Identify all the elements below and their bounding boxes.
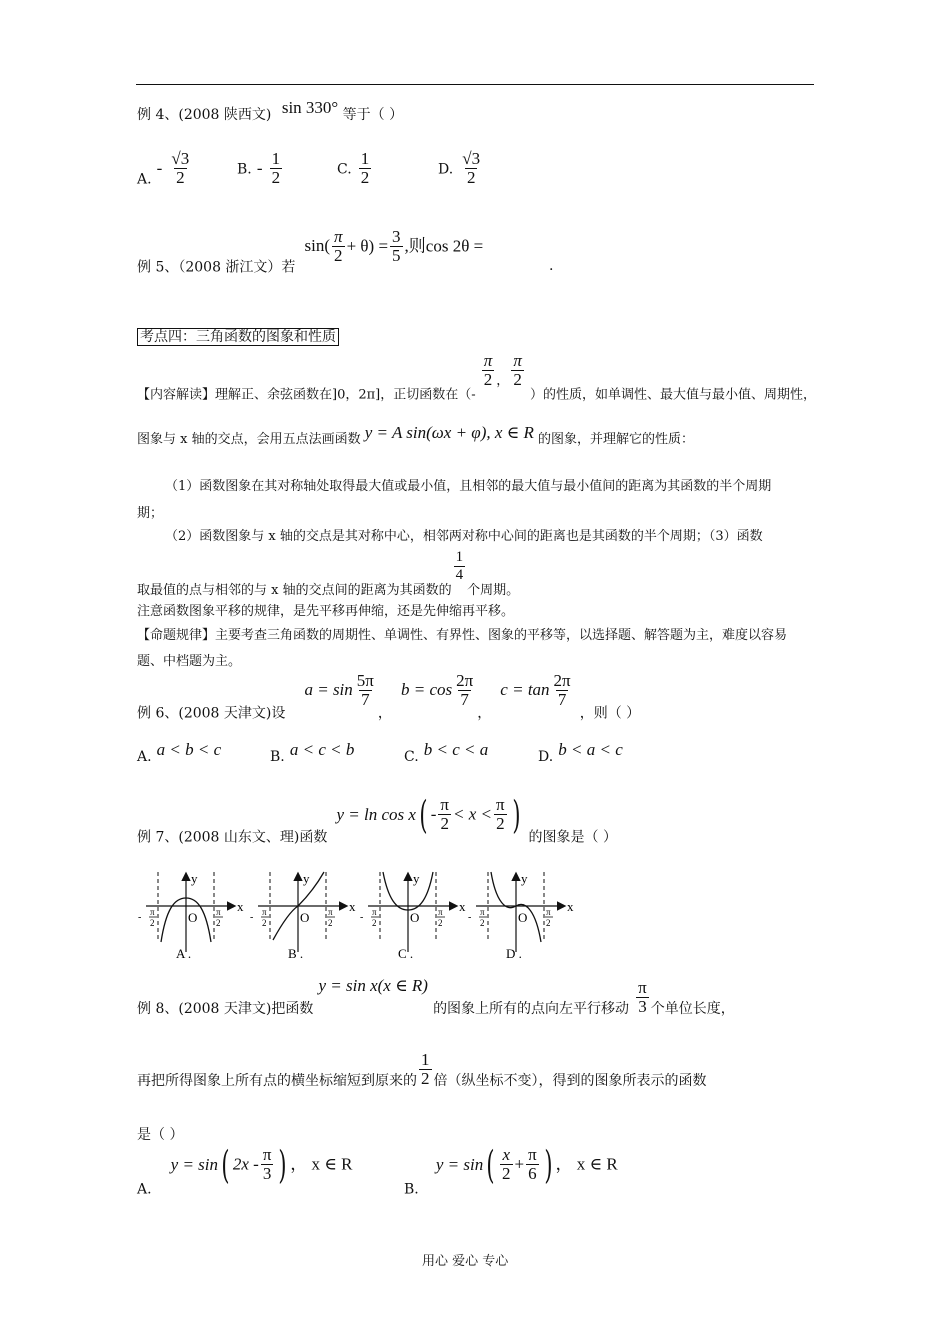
frac-den: 2: [483, 369, 493, 389]
graph-b: [250, 871, 356, 961]
line2-text-a: 图象与 x 轴的交点，会用五点法画函数: [137, 432, 361, 447]
ex6-b: b = cos: [400, 680, 453, 700]
tick-two: 2: [480, 918, 485, 928]
ex7-suffix: 的图象是（ ）: [528, 829, 617, 846]
plus-sign: +: [514, 1154, 525, 1174]
topic4-point1: （1）函数图象在其对称轴处取得最大值或最小值，且相邻的最大值与最小值间的距离为其函数的半个周期: [165, 479, 772, 494]
y-axis-label: y: [191, 871, 198, 886]
frac-den: 3: [262, 1164, 272, 1184]
option-label: C.: [404, 749, 419, 765]
option-label: B.: [404, 1181, 419, 1198]
tick-two: 2: [328, 918, 333, 928]
ex4-expression: sin 330°: [281, 98, 339, 117]
paren-left: (: [486, 1143, 495, 1187]
x-axis-label: x: [349, 899, 356, 914]
ex8-mid: 的图象上所有的点向左平行移动: [433, 1001, 630, 1017]
option-sign: -: [156, 158, 163, 178]
ex5-question: [137, 228, 483, 276]
ex6-prefix: 例 6、(2008 天津文)设: [137, 705, 286, 722]
x-axis-label: x: [237, 899, 244, 914]
topic4-point2: （2）函数图象与 x 轴的交点是其对称中心，相邻两对称中心间的距离也是其函数的半个周期；（3）函数: [165, 529, 763, 544]
ex4-option-d: [438, 150, 484, 188]
paren-left: (: [419, 793, 428, 837]
topic4-line2: [137, 423, 695, 448]
origin-label: O: [300, 910, 310, 925]
ex6-a: a = sin: [304, 680, 353, 700]
neg-sign: -: [250, 912, 254, 923]
ex4-question: [137, 98, 404, 124]
frac-den: 7: [460, 689, 469, 709]
tick-two: 2: [262, 918, 267, 928]
interp-text-a: 【内容解读】理解正、余弦函数在]0，2π]，正切函数在（-: [137, 387, 476, 403]
topic4-point4: 注意函数图象平移的规律，是先平移再伸缩，还是先伸缩再平移。: [137, 604, 515, 619]
point3-text-a: 取最值的点与相邻的与 x 轴的交点间的距离为其函数的: [137, 583, 452, 599]
paren-left: (: [221, 1143, 230, 1187]
frac-num: 2π: [456, 671, 474, 690]
opt-inner: 2x -: [232, 1154, 259, 1174]
frac-den: 2: [334, 245, 343, 265]
page-footer: 用心 爱心 专心: [422, 1254, 509, 1269]
topic4-function: y = A sin(ωx + φ), x ∈ R: [364, 423, 534, 442]
option-label: B.: [237, 161, 252, 178]
frac-den: 7: [361, 689, 370, 709]
ex4-option-b: [237, 150, 284, 188]
option-label: C.: [337, 161, 352, 178]
frac-den: 5: [392, 245, 401, 265]
ex8-option-b: [404, 1143, 618, 1198]
tick-two: 2: [546, 918, 551, 928]
paren-right: ): [544, 1143, 553, 1187]
ex5-prefix: 例 5、（2008 浙江文）若: [137, 259, 296, 276]
frac-den: 2: [440, 814, 449, 834]
minus-sign: -: [430, 804, 437, 824]
ex5-end: .: [549, 258, 554, 274]
ex6-option-d: [538, 740, 623, 766]
frac-num: 1: [360, 149, 370, 168]
tick-pi: π: [480, 907, 485, 917]
frac-den: 3: [638, 996, 647, 1016]
option-sign: -: [256, 158, 263, 178]
frac-den: 2: [502, 1164, 511, 1184]
point3-text-b: 个周期。: [467, 583, 520, 599]
x-axis-label: x: [567, 899, 574, 914]
ex8-line2-a: 再把所得图象上所有点的横坐标缩短到原来的: [137, 1073, 417, 1089]
option-expr: a < b < c: [156, 740, 222, 759]
ex8-line2: [137, 1046, 707, 1090]
frac-num: 3: [392, 227, 401, 246]
option-label: D.: [538, 749, 554, 765]
topic4-title: 考点四：三角函数的图象和性质: [137, 328, 339, 346]
ex4-suffix: 等于（ ）: [342, 107, 404, 123]
frac-den: 2: [360, 167, 370, 187]
header-rule: [136, 84, 814, 85]
interp-text-b: ）的性质，如单调性、最大值与最小值、周期性，: [529, 387, 816, 403]
option-label: A.: [137, 1181, 152, 1198]
tick-pi: π: [328, 907, 333, 917]
frac-den: 4: [455, 566, 464, 583]
tick-pi: π: [372, 907, 377, 917]
paren-right: ): [278, 1143, 287, 1187]
x-axis-label: x: [459, 899, 466, 914]
graph-c: [360, 871, 466, 961]
ex7-prefix: 例 7、(2008 山东文、理)函数: [137, 829, 328, 846]
opt-lhs: y = sin: [170, 1154, 219, 1174]
frac-den: 2: [466, 167, 476, 187]
frac-num: √3: [462, 149, 481, 168]
frac-den: 2: [513, 369, 522, 389]
frac-num: π: [262, 1145, 272, 1165]
option-expr: b < a < c: [558, 740, 623, 759]
ex8-function: y = sin x(x ∈ R): [318, 976, 428, 995]
topic4-interp-line: 【内容解读】理解正、余弦函数在]0，2π]，正切函数在（- $\frac{\pi}{2}$ ， $\frac{\pi}{2}$ ）的性质，如单调性、最大值与最小值、周期性，: [137, 351, 816, 403]
opt-tail: ， x ∈ R: [290, 1154, 353, 1174]
y-axis-label: y: [303, 871, 310, 886]
origin-label: O: [518, 910, 528, 925]
frac-num: π: [496, 795, 505, 815]
ex7-question: [137, 793, 617, 847]
graph-option-label: C .: [398, 946, 414, 961]
option-label: A.: [137, 171, 152, 188]
frac-num: π: [528, 1145, 537, 1165]
tick-two: 2: [150, 918, 155, 928]
frac-den: 2: [421, 1068, 430, 1088]
graph-d: [468, 871, 574, 961]
neg-sign: -: [138, 912, 142, 923]
frac-num: 5π: [356, 671, 374, 690]
frac-num: π: [513, 351, 522, 370]
frac-den: 2: [176, 167, 185, 187]
opt-tail: ， x ∈ R: [555, 1154, 618, 1174]
ex4-option-c: [337, 150, 373, 188]
frac-den: 2: [271, 167, 281, 187]
origin-label: O: [410, 910, 420, 925]
graph-option-label: B .: [288, 946, 304, 961]
opt-lhs: y = sin: [435, 1154, 484, 1174]
ex7-graphs: [134, 868, 574, 964]
ex8-line3: 是（ ）: [137, 1127, 184, 1143]
neg-sign: -: [468, 912, 472, 923]
ex8-prefix: 例 8、(2008 天津文)把函数: [137, 1001, 314, 1017]
frac-num: 1: [271, 149, 281, 168]
topic4-rule-b: 题、中档题为主。: [137, 654, 242, 669]
tick-pi: π: [262, 907, 267, 917]
option-label: B.: [270, 749, 285, 765]
graph-option-label: A .: [176, 946, 192, 961]
ex8-question: [137, 974, 735, 1018]
ex7-inequality: < x <: [453, 804, 493, 824]
graph-option-label: D .: [506, 946, 522, 961]
ex5-expr-left: sin(: [304, 236, 331, 256]
option-label: A.: [137, 749, 152, 765]
origin-label: O: [188, 910, 198, 925]
ex8-option-a: [137, 1143, 353, 1198]
tick-two: 2: [438, 918, 443, 928]
option-label: D.: [438, 161, 454, 178]
frac-den: 6: [528, 1164, 537, 1184]
frac-den: 2: [496, 814, 505, 834]
frac-num: 1: [455, 549, 464, 565]
frac-num: π: [334, 227, 343, 246]
frac-num: √3: [171, 149, 190, 168]
ex6-question: [137, 672, 640, 722]
ex4-option-a: [137, 150, 193, 188]
topic4-rule-a: 【命题规律】主要考查三角函数的周期性、单调性、有界性、图象的平移等，以选择题、解答题为主，难度以容易: [137, 628, 788, 643]
tick-pi: π: [150, 907, 155, 917]
topic4-title-box: [137, 326, 339, 346]
paren-right: ): [511, 793, 521, 837]
ex7-lhs: y = ln cos x: [336, 804, 416, 824]
frac-den: 7: [557, 689, 567, 709]
frac-num: 1: [421, 1050, 430, 1069]
comma: ，: [477, 705, 492, 722]
neg-sign: -: [360, 912, 364, 923]
ex5-expr-right: ,则cos 2θ =: [404, 236, 484, 256]
option-expr: b < c < a: [423, 740, 489, 759]
ex8-line2-b: 倍（纵坐标不变），得到的图象所表示的函数: [433, 1073, 707, 1089]
tick-two: 2: [216, 918, 221, 928]
frac-num: 2π: [553, 671, 571, 690]
option-expr: a < c < b: [289, 740, 355, 759]
frac-num: π: [483, 351, 493, 370]
frac-num: π: [638, 978, 647, 997]
topic4-point1-cont: 期；: [137, 506, 164, 521]
y-axis-label: y: [413, 871, 420, 886]
frac-num: π: [440, 795, 450, 815]
ex6-option-a: [137, 740, 222, 766]
ex5-expr-mid: + θ) =: [346, 236, 389, 256]
ex6-c: c = tan: [500, 680, 550, 700]
tick-pi: π: [546, 907, 551, 917]
frac-num: x: [502, 1145, 511, 1165]
graph-a: [138, 871, 244, 961]
ex6-option-b: [270, 740, 355, 766]
ex6-suffix: ，则（ ）: [579, 705, 641, 722]
line2-text-b: 的图象，并理解它的性质：: [538, 432, 695, 447]
y-axis-label: y: [521, 871, 528, 886]
ex6-option-c: [404, 740, 489, 766]
tick-two: 2: [372, 918, 377, 928]
ex4-prefix: 例 4、(2008 陕西文): [137, 107, 272, 123]
topic4-point3: [137, 550, 519, 598]
tick-pi: π: [438, 907, 443, 917]
comma: ，: [377, 705, 392, 722]
ex8-mid2: 个单位长度，: [650, 1001, 735, 1017]
tick-pi: π: [216, 907, 221, 917]
